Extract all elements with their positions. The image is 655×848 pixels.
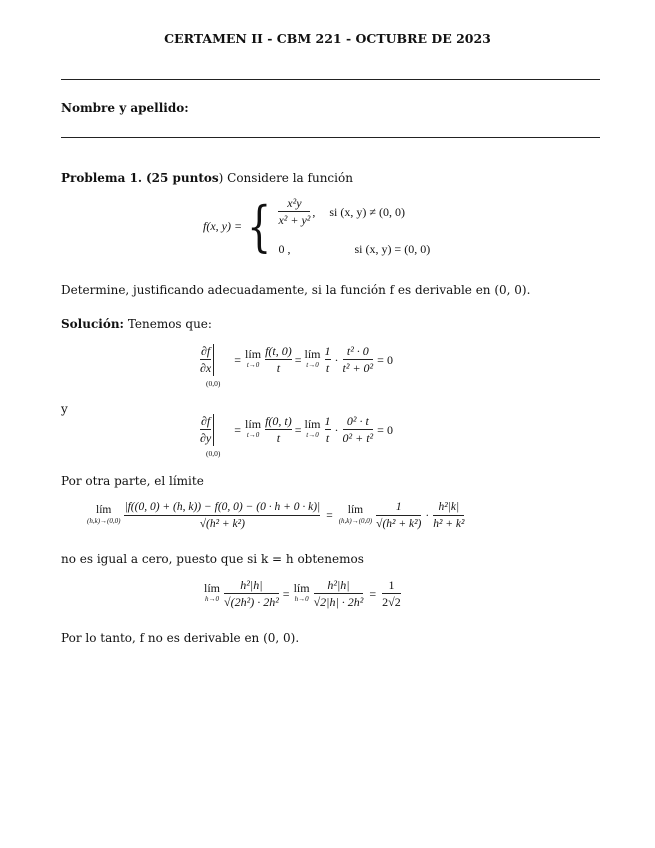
result: = 0 [377,352,393,367]
divider [61,79,600,80]
fraction-2: $\frac{1}{\text{√(h² + k²)}}$ [376,501,422,530]
case2-cond: si (x, y) = (0, 0) [354,242,431,256]
case-1: $\frac{\text{x²y}}{\text{x² + y²}}$ , si (x, y) ≠ (0, 0) [278,196,405,227]
eval-bar [200,414,221,458]
limit: lím t→0 [245,347,262,369]
not-zero-text: no es igual a cero, puesto que si k = h obtenemos [61,552,364,566]
limit-2: lím t→0 [304,347,321,369]
case2-val: 0 , [278,242,291,256]
fraction-3: $\frac{1}{2√2}$ [382,578,401,609]
limit: lím (h,k)→(0,0) [87,504,121,525]
case-2 [278,242,430,257]
eval-point: (0,0) [206,379,221,388]
case1-den: x² + y² [278,213,311,227]
conclusion: Por lo tanto, f no es derivable en (0, 0). [61,631,300,645]
name-label: Nombre y apellido: [61,101,189,115]
fraction-3: $\frac{\text{0² · t}}{\text{0² + t²}}$ [342,414,374,445]
limit-2: lím t→0 [304,417,321,439]
case1-cond: si (x, y) ≠ (0, 0) [329,204,405,219]
case1-fraction [278,196,310,228]
equation-limit: lím (h,k)→(0,0) $\frac{|f((0, 0) + (h, k)) - f(0, 0) - (0 \cdot h + 0 \cdot k)|}{\text{√(h² + k²)}}$ = lím (h,k)→(0,0) $\frac{1}{\text{√(h² + k²)}}$ · $\frac{\text{h²|k|}}{\text{h² + k²}}$ [87,501,465,530]
solution-label: Solución: [61,317,124,331]
fraction-3: $\frac{\text{h²|k|}}{\text{h² + k²}}$ [433,501,465,530]
cases [278,196,430,257]
limit: lím t→0 [245,417,262,439]
fraction-2: $\frac{1}{t}$ [324,414,331,445]
fraction-main: $\frac{|f((0, 0) + (h, k)) - f(0, 0) - (0 \cdot h + 0 \cdot k)|}{\text{√(h² + k²)}}$ [124,501,321,530]
d-num: ∂f [201,414,211,428]
brace-icon: { [247,194,272,258]
page-title: CERTAMEN II - CBM 221 - OCTUBRE DE 2023 [164,31,491,46]
name-line [61,137,600,138]
other-text: Por otra parte, el límite [61,474,204,488]
equation-k-equals-h: lím h→0 $\frac{\text{h²|h|}}{\text{√(2h²) · 2h²}}$ = lím h→0 $\frac{\text{h²|h|}}{\text{√2|h| · 2h²}}$ = $\frac{1}{2√2}$ [204,578,401,609]
function-definition [203,196,430,257]
problem-heading [61,171,353,185]
problem-question: Determine, justificando adecuadamente, si la función f es derivable en (0, 0). [61,283,531,297]
fraction-2: $\frac{1}{t}$ [324,344,331,375]
d-num: ∂f [201,344,211,358]
limit-2: lím h→0 [293,581,310,603]
d-den: ∂x [200,361,212,375]
problem-points: (25 puntos [145,171,219,185]
problem-intro: ) Considere la función [218,171,353,185]
fraction-1: $\frac{\text{h²|h|}}{\text{√(2h²) · 2h²}}$ [224,578,279,609]
solution-heading [61,317,212,331]
y-word: y [61,402,68,416]
limit-2: lím (h,k)→(0,0) [338,504,373,525]
case1-num: x²y [287,196,302,210]
result: = 0 [377,422,393,437]
function-name: f(x, y) = [203,219,243,233]
solution-intro: Tenemos que: [127,317,212,331]
equation-partial-y: $\frac{\partial f}{\partial y}$ (0,0) = lím t→0 $\frac{f(0, t)}{t}$ = lím t→0 $\frac{1}{t}$ · $\frac{\text{0² · t}}{\text{0² + t²}}$ = 0 [200,414,393,458]
fraction-2: $\frac{\text{h²|h|}}{\text{√2|h| · 2h²}}$ [313,578,364,609]
fraction-1: $\frac{f(0, t)}{t}$ [265,414,292,445]
limit: lím h→0 [204,581,221,603]
equation-partial-x: $\frac{\partial f}{\partial x}$ (0,0) = lím t→0 $\frac{f(t, 0)}{t}$ = lím t→0 $\frac{1}{t}$ · $\frac{\text{t² · 0}}{\text{t² + 0²}}$ = 0 [200,344,393,388]
problem-label: Problema 1. [61,171,143,185]
fraction-3: $\frac{\text{t² · 0}}{\text{t² + 0²}}$ [342,344,374,375]
eval-bar [200,344,221,388]
d-den: ∂y [200,431,212,445]
fraction-1: $\frac{f(t, 0)}{t}$ [265,344,292,375]
eval-point: (0,0) [206,449,221,458]
